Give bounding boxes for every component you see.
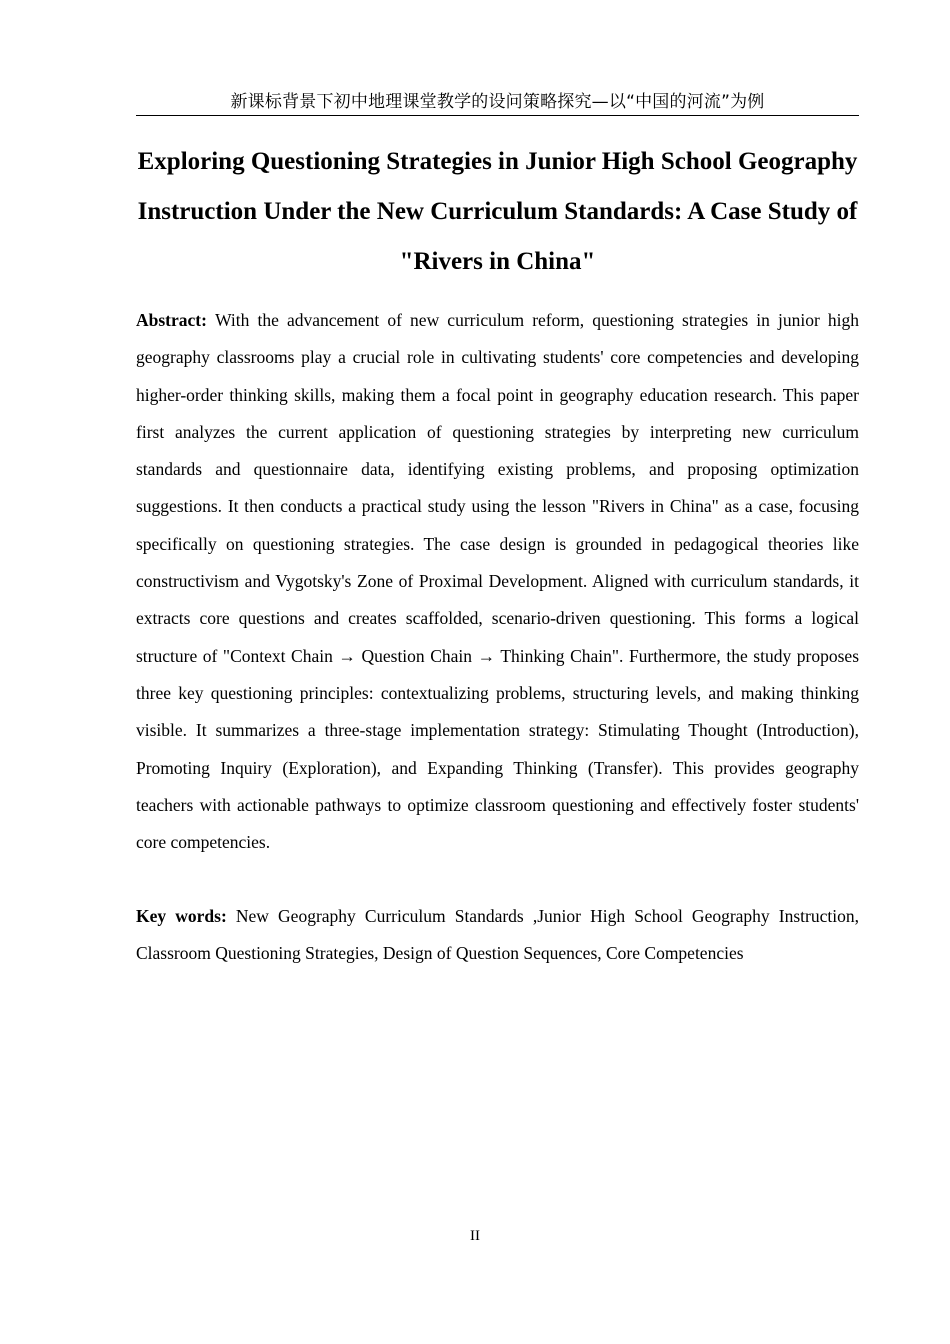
abstract-label: Abstract: — [136, 310, 216, 330]
page-number: II — [470, 1228, 480, 1244]
keywords-text: New Geography Curriculum Standards ,Junior High School Geography Instruction, Classroom Questioning Strategies, Design of Question Sequences, Core Competencies — [136, 906, 859, 964]
running-header: 新课标背景下初中地理课堂教学的设问策略探究—以“中国的河流”为例 — [136, 91, 859, 116]
paper-title: Exploring Questioning Strategies in Junior High School Geography Instruction Under the New Curriculum Standards: A Case Study of "Rivers in China" — [137, 148, 858, 275]
keywords-paragraph — [136, 898, 859, 973]
abstract-text: With the advancement of new curriculum reform, questioning strategies in junior high geography classrooms play a crucial role in cultivating students' core competencies and developing higher-order thinking skills, making them a focal point in geography education research. This paper first analyzes the current application of questioning strategies by interpreting new curriculum standards and questionnaire data, identifying existing problems, and proposing optimization suggestions. It then conducts a practical study using the lesson "Rivers in China" as a case, focusing specifically on questioning strategies. The case design is grounded in pedagogical theories like constructivism and Vygotsky's Zone of Proximal Development. Aligned with curriculum standards, it extracts core questions and creates scaffolded, scenario-driven questioning. This forms a logical structure of "Context Chain → Question Chain → Thinking Chain". Furthermore, the study proposes three key questioning principles: contextualizing problems, structuring levels, and making thinking visible. It summarizes a three-stage implementation strategy: Stimulating Thought (Introduction), Promoting Inquiry (Exploration), and Expanding Thinking (Transfer). This provides geography teachers with actionable pathways to optimize classroom questioning and effectively foster students' core competencies. — [136, 310, 859, 853]
keywords-label: Key words: — [136, 906, 236, 926]
abstract-paragraph — [136, 302, 859, 861]
